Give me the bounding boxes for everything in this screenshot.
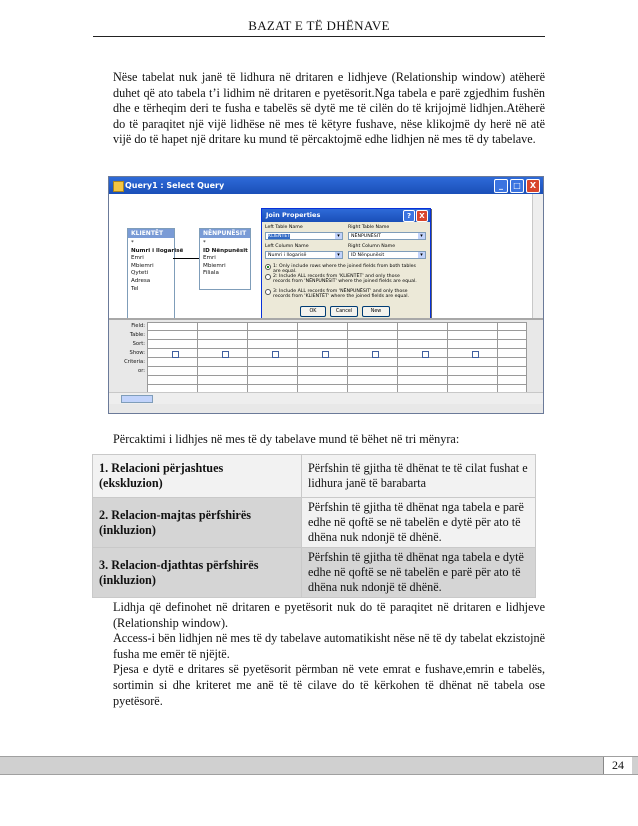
table-row xyxy=(93,548,536,598)
right-table-select[interactable] xyxy=(348,232,426,240)
left-column-value: Numri i llogarisë xyxy=(268,253,307,258)
join-type-3: 3. Relacion-djathtas përfshirës (inkluzion) xyxy=(93,548,302,598)
design-grid[interactable] xyxy=(147,322,527,394)
radio-icon xyxy=(265,289,271,295)
help-button[interactable]: ? xyxy=(403,210,415,222)
header-rule xyxy=(93,36,545,37)
radio-selected-icon xyxy=(265,264,271,270)
show-checkbox[interactable] xyxy=(422,351,429,358)
table_a-field[interactable]: Qyteti xyxy=(131,270,149,277)
query-window-title: Query1 : Select Query xyxy=(125,181,225,190)
maximize-button[interactable]: □ xyxy=(510,179,524,193)
table_b-field[interactable]: ID Nënpunësit xyxy=(203,247,248,254)
horizontal-scrollbar[interactable] xyxy=(109,392,543,404)
scrollbar-thumb[interactable] xyxy=(121,395,153,403)
join-line[interactable] xyxy=(173,258,199,259)
left-table-value: KLIENTËT xyxy=(268,234,291,239)
show-checkbox[interactable] xyxy=(272,351,279,358)
right-table-label: Right Table Name xyxy=(348,225,390,230)
show-checkbox[interactable] xyxy=(172,351,179,358)
page-header-title: BAZAT E TË DHËNAVE xyxy=(248,18,390,33)
dialog-close-button[interactable]: X xyxy=(416,210,428,222)
ok-button[interactable]: OK xyxy=(300,306,326,317)
minimize-button[interactable]: _ xyxy=(494,179,508,193)
show-checkbox[interactable] xyxy=(472,351,479,358)
join-option-3[interactable] xyxy=(265,289,425,300)
table-row xyxy=(93,455,536,498)
table_a-field[interactable]: Emri xyxy=(131,255,144,262)
methods-intro: Përcaktimi i lidhjes në mes të dy tabelave mund të bëhet në tri mënyra: xyxy=(113,432,460,446)
table_a-field[interactable]: Adresa xyxy=(131,277,151,284)
grid-row-label: Show: xyxy=(129,350,145,356)
join-type-1: 1. Relacioni përjashtues (ekskluzion) xyxy=(93,455,302,498)
join-option-2-label: 2: Include ALL records from 'KLIENTËT' and only those records from 'NËNPUNËSIT' where the joined fields are equal. xyxy=(273,274,417,285)
chevron-down-icon: ▾ xyxy=(418,252,425,258)
show-checkbox[interactable] xyxy=(322,351,329,358)
join-desc-2: Përfshin të gjitha të dhënat nga tabela e parë edhe në qoftë se në tabelën e dytë për ato të dhëna nuk ndonjë të dhënë. xyxy=(302,498,536,548)
radio-icon xyxy=(265,274,271,280)
dialog-title: Join Properties xyxy=(266,211,321,219)
table_b-field[interactable]: Filiala xyxy=(203,270,219,277)
table_b-field[interactable]: * xyxy=(203,240,206,246)
right-table-value: NËNPUNËSIT xyxy=(351,234,381,239)
right-column-select[interactable] xyxy=(348,251,426,259)
intro-paragraph xyxy=(113,70,545,148)
query-icon xyxy=(113,181,124,192)
table_b-field[interactable]: Emri xyxy=(203,255,216,262)
table-nenpunesit[interactable] xyxy=(199,228,251,290)
table_a-field[interactable]: * xyxy=(131,240,134,246)
join-option-2[interactable] xyxy=(265,274,425,285)
page-footer xyxy=(0,756,638,775)
join-type-2: 2. Relacion-majtas përfshirës (inkluzion) xyxy=(93,498,302,548)
join-desc-1: Përfshin të gjitha të dhënat te të cilat fushat e lidhura janë të barabarta xyxy=(302,455,536,498)
table_a-field[interactable]: Tel xyxy=(131,285,139,292)
table_a-field[interactable]: Mbiemri xyxy=(131,262,154,269)
show-checkbox[interactable] xyxy=(222,351,229,358)
join-option-1-label: 1: Only include rows where the joined fields from both tables are equal. xyxy=(273,264,416,275)
page-number: 24 xyxy=(603,757,632,774)
vertical-scrollbar[interactable] xyxy=(532,194,543,318)
join-desc-3: Përfshin të gjitha të dhënat nga tabela e dytë edhe në qoftë se në tabelën e parë për ato të dhëna nuk ndonjë të dhënë. xyxy=(302,548,536,598)
query-window-titlebar xyxy=(109,177,543,194)
dialog-titlebar xyxy=(262,209,430,222)
close-button[interactable]: X xyxy=(526,179,540,193)
chevron-down-icon: ▾ xyxy=(335,233,342,239)
cancel-button[interactable]: Cancel xyxy=(330,306,358,317)
right-column-label: Right Column Name xyxy=(348,244,396,249)
design-grid-pane xyxy=(109,318,543,404)
grid-row-label: Criteria: xyxy=(124,359,145,365)
query-window-screenshot xyxy=(108,176,544,414)
table-nenpunesit-title: NËNPUNËSIT xyxy=(200,229,250,238)
grid-row-label: Sort: xyxy=(132,341,145,347)
table-row xyxy=(93,498,536,548)
table_b-field[interactable]: Mbiemri xyxy=(203,262,226,269)
new-button[interactable]: New xyxy=(362,306,390,317)
chevron-down-icon: ▾ xyxy=(335,252,342,258)
table-klientet[interactable] xyxy=(127,228,184,320)
left-column-select[interactable] xyxy=(265,251,343,259)
join-option-1[interactable] xyxy=(265,264,425,275)
join-option-3-label: 3: Include ALL records from 'NËNPUNËSIT' and only those records from 'KLIENTËT' where the joined fields are equal. xyxy=(273,289,410,300)
left-table-label: Left Table Name xyxy=(265,225,303,230)
grid-row-label: Table: xyxy=(129,332,145,338)
closing-paragraphs xyxy=(113,600,545,709)
closing-text-3: Pjesa e dytë e dritares së pyetësorit përmban në vete emrat e fushave,emrin e tabelës, sortimin si dhe kriteret me anë të të cilave do të kërkohen të dhënat në tabela ose pyetësorë. xyxy=(113,662,545,708)
left-table-select[interactable] xyxy=(265,232,343,240)
table-pane xyxy=(109,194,543,318)
closing-text-1: Lidhja që definohet në dritaren e pyetësorit nuk do të paraqitet në dritaren e lidhjeve (Relationship window). xyxy=(113,600,545,630)
grid-row-label: Field: xyxy=(131,323,145,329)
table_a-field[interactable]: Numri i llogarisë xyxy=(131,247,184,254)
table-klientet-title: KLIENTËT xyxy=(128,229,174,238)
grid-row-label: or: xyxy=(138,368,145,374)
left-column-label: Left Column Name xyxy=(265,244,309,249)
show-checkbox[interactable] xyxy=(372,351,379,358)
chevron-down-icon: ▾ xyxy=(418,233,425,239)
intro-text: Nëse tabelat nuk janë të lidhura në dritaren e lidhjeve (Relationship window) atëherë duhet që ato tabela t’i lidhim në dritaren e pyetësorit.Nga tabela e parë zgjedhim fushën dhe e tërheqim deri te fusha e tabelës së dytë me të cilën do të krijojmë lidhjen.Atëherë do të paraqitet një vijë lidhëse në mes të këtyre fushave, nëse klikojmë dy herë në atë vijë do të hapet një dritare ku mund të përcaktojmë edhe lidhjen në mes të dy tabelave. xyxy=(113,70,545,147)
join-types-table xyxy=(92,454,536,598)
right-column-value: ID Nënpunësit xyxy=(351,253,385,258)
closing-text-2: Access-i bën lidhjen në mes të dy tabelave automatikisht nëse në të dy tabelat ekzistojnë fusha me emër të njëjtë. xyxy=(113,631,545,661)
